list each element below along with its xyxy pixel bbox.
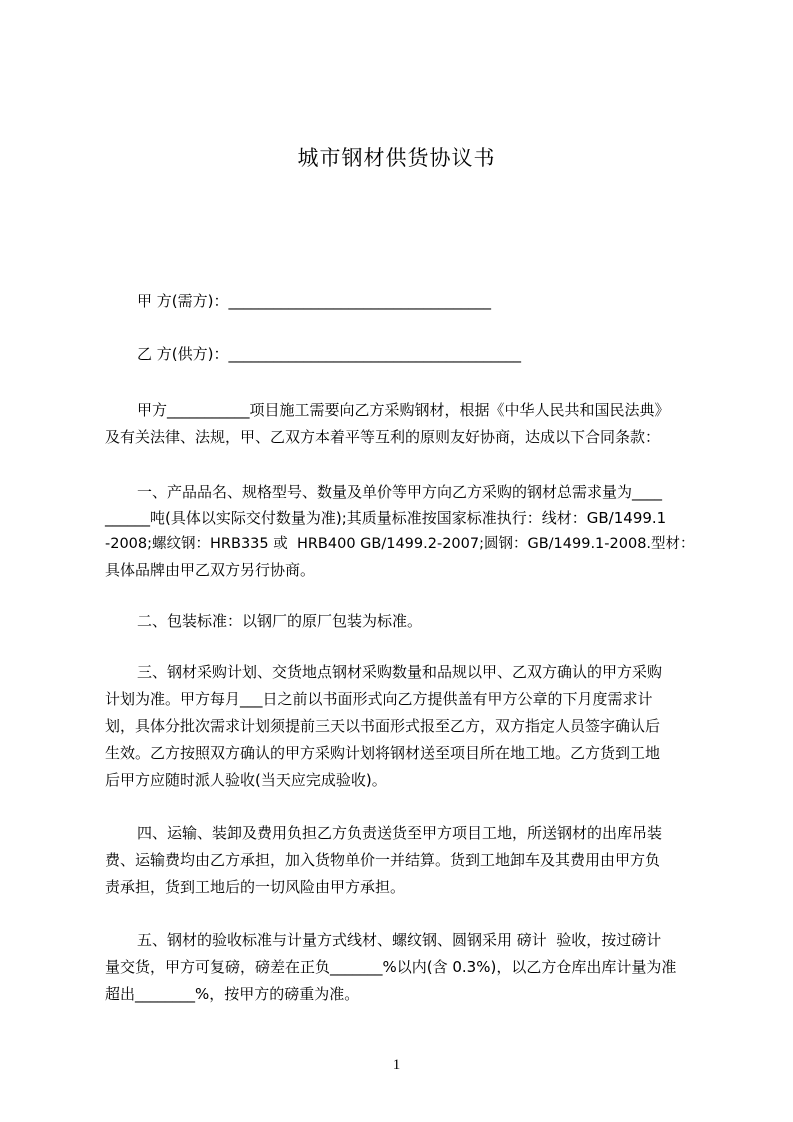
clause1-line-1: 一、产品品名、规格型号、数量及单价等甲方向乙方采购的钢材总需求量为____ [137,483,663,501]
clause3-line-3: 划，具体分批次需求计划须提前三天以书面形式报至乙方，双方指定人员签字确认后 [105,717,661,735]
intro-line-2: 及有关法律、法规，甲、乙双方本着平等互利的原则友好协商，达成以下合同条款： [105,428,661,446]
clause1-line-2: ______吨(具体以实际交付数量为准);其质量标准按国家标准执行：线材：GB/1499.1 [105,509,667,527]
clause1-line-3: -2008;螺纹钢：HRB335 或 HRB400 GB/1499.2-2007;圆钢：GB/1499.1-2008.型材： [105,536,695,552]
clause3-line-1: 三、钢材采购计划、交货地点钢材采购数量和品规以甲、乙双方确认的甲方采购 [137,663,663,681]
intro-line-1: 甲方___________项目施工需要向乙方采购钢材，根据《中华人民共和国民法典》 [137,401,670,419]
party-b-line: 乙 方(供方)：_______________________________________ [137,345,521,363]
party-a-line: 甲 方(需方)：___________________________________ [137,292,491,310]
clause4-line-3: 责承担，货到工地后的一切风险由甲方承担。 [105,878,406,896]
clause3-line-2: 计划为准。甲方每月___日之前以书面形式向乙方提供盖有甲方公章的下月度需求计 [105,690,653,708]
clause4-line-1: 四、运输、装卸及费用负担乙方负责送货至甲方项目工地，所送钢材的出库吊装 [137,824,663,842]
clause5-line-2: 量交货，甲方可复磅，磅差在正负_______%以内(含 0.3%)，以乙方仓库出库计量为准 [105,958,677,976]
clause3-line-4: 生效。乙方按照双方确认的甲方采购计划将钢材送至项目所在地工地。乙方货到工地 [105,744,661,762]
clause5-line-3: 超出________%，按甲方的磅重为准。 [105,985,360,1003]
clause4-line-2: 费、运输费均由乙方承担，加入货物单价一并结算。货到工地卸车及其费用由甲方负 [105,851,661,869]
clause3-line-5: 后甲方应随时派人验收(当天应完成验收)。 [105,771,387,789]
page-number: 1 [392,1057,401,1073]
clause5-line-1: 五、钢材的验收标准与计量方式线材、螺纹钢、圆钢采用 磅计 验收，按过磅计 [137,931,662,949]
clause1-line-4: 具体品牌由甲乙双方另行协商。 [105,561,316,579]
clause2-line-1: 二、包装标准：以钢厂的原厂包装为标准。 [137,612,423,630]
document-title: 城市钢材供货协议书 [297,146,496,170]
